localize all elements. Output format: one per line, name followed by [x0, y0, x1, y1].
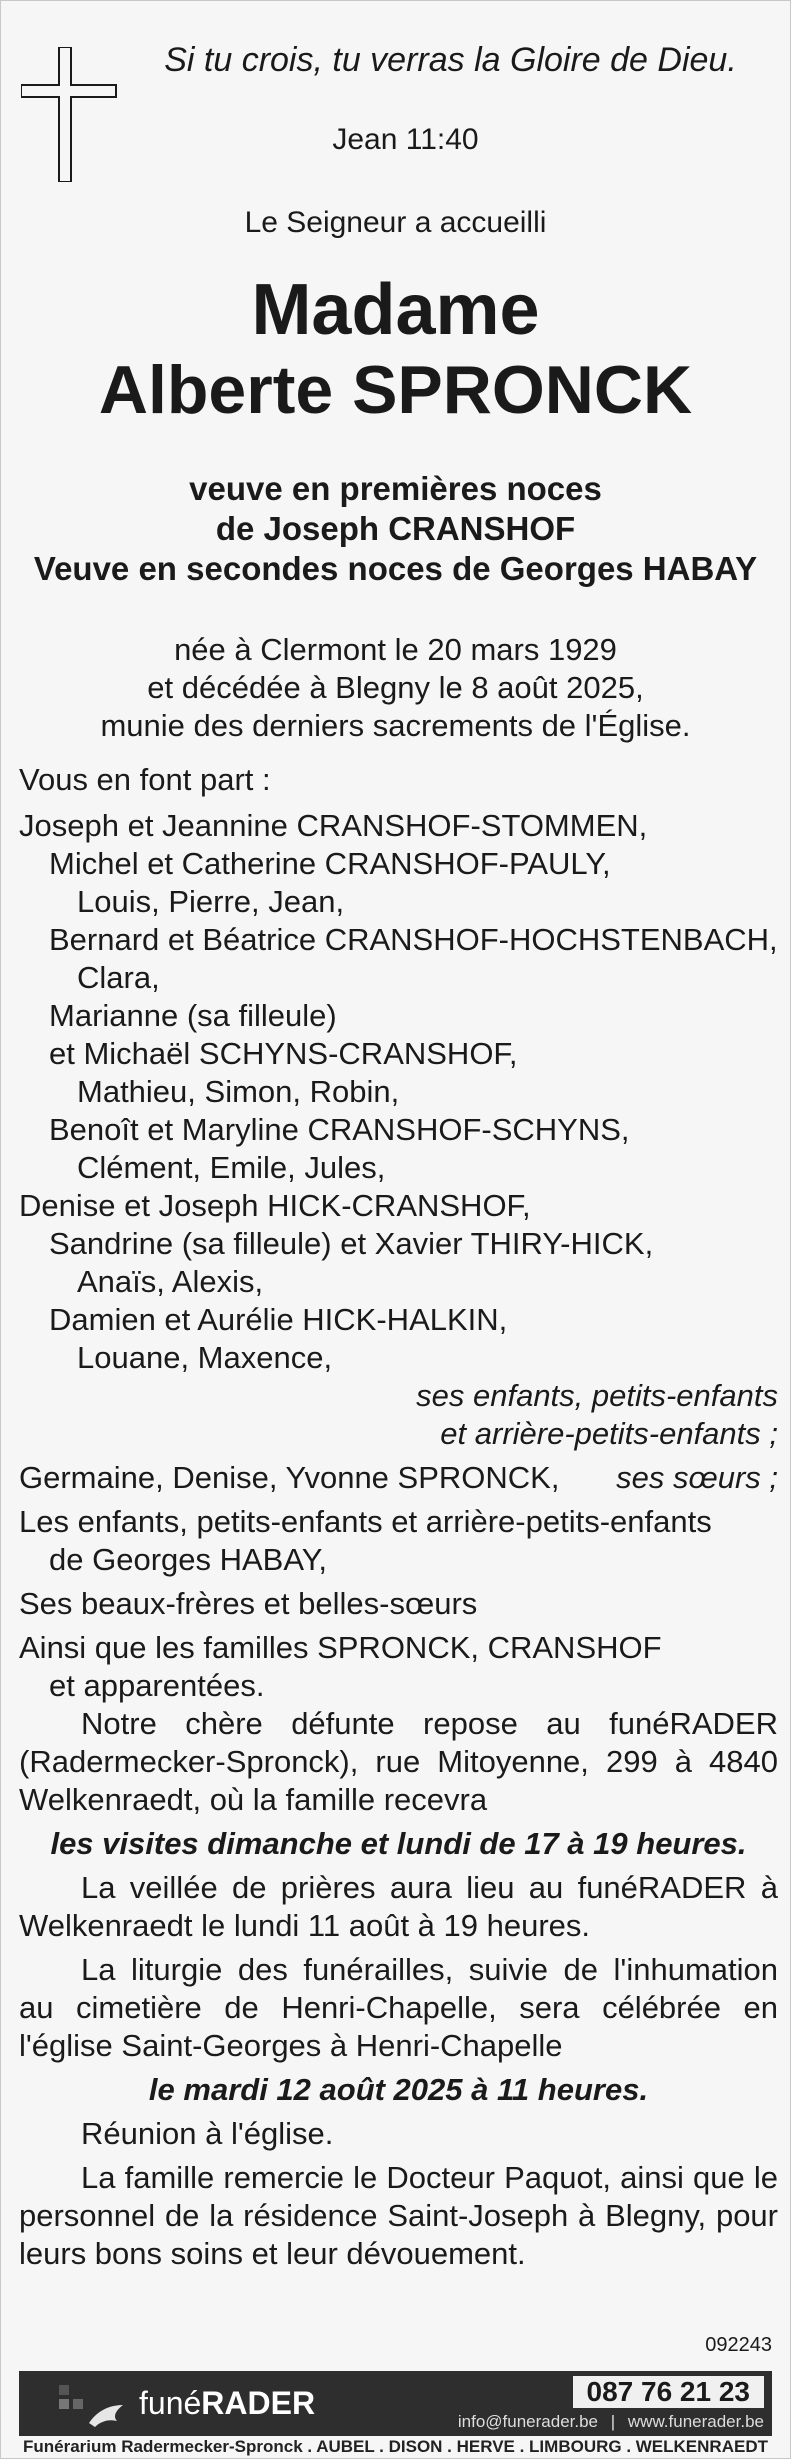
email-link[interactable]: info@funerader.be	[457, 2411, 599, 2431]
thanks-paragraph: La famille remercie le Docteur Paquot, ainsi que le personnel de la résidence Saint-Joseph à Blegny, pour leurs bons soins et leur dévouement.	[19, 2160, 778, 2271]
liturgy-date: le mardi 12 août 2025 à 11 heures.	[148, 2072, 649, 2107]
widow-first-name: de Joseph CRANSHOF	[215, 510, 576, 547]
family-line: Joseph et Jeannine CRANSHOF-STOMMEN,	[19, 808, 648, 843]
sisters-label: ses sœurs ;	[616, 1460, 778, 1495]
family-line: Denise et Joseph HICK-CRANSHOF,	[19, 1188, 531, 1223]
contact-block	[458, 2376, 772, 2432]
family-line: Marianne (sa filleule)	[49, 998, 337, 1033]
sisters-names: Germaine, Denise, Yvonne SPRONCK,	[19, 1460, 560, 1495]
dove-logo-icon	[19, 2371, 129, 2436]
brand-name	[139, 2385, 315, 2422]
deceased-title: Madame	[251, 270, 540, 350]
families-line-1: Ainsi que les familles SPRONCK, CRANSHOF	[19, 1630, 662, 1665]
family-line: Clara,	[77, 960, 160, 995]
sacraments-line: munie des derniers sacrements de l'Église.	[100, 708, 691, 743]
family-line: Clément, Emile, Jules,	[77, 1150, 386, 1185]
locations-line: Funérarium Radermecker-Spronck . AUBEL . DISON . HERVE . LIMBOURG . WELKENRAEDT	[23, 2437, 768, 2456]
liturgy-paragraph: La liturgie des funérailles, suivie de l'inhumation au cimetière de Henri-Chapelle, sera célébrée en l'église Saint-Georges à Henri-Chapelle	[19, 1952, 778, 2063]
deceased-name: Alberte SPRONCK	[98, 352, 693, 428]
dates-block	[1, 631, 790, 745]
birth-line: née à Clermont le 20 mars 1929	[174, 632, 617, 667]
repose-paragraph: Notre chère défunte repose au funéRADER (Radermecker-Spronck), rue Mitoyenne, 299 à 4840 Welkenraedt, où la famille recevra	[19, 1706, 778, 1817]
announcement-body	[19, 761, 778, 2273]
announcement-intro: Vous en font part :	[19, 762, 271, 797]
bible-reference: Jean 11:40	[332, 123, 479, 156]
family-line: Bernard et Béatrice CRANSHOF-HOCHSTENBACH,	[49, 922, 778, 957]
children-label-2: et arrière-petits-enfants ;	[440, 1416, 778, 1451]
in-laws-line: Ses beaux-frères et belles-sœurs	[19, 1586, 478, 1621]
family-line: Benoît et Maryline CRANSHOF-SCHYNS,	[49, 1112, 630, 1147]
website-link[interactable]: www.funerader.be	[627, 2411, 764, 2431]
habay-line-2: de Georges HABAY,	[49, 1542, 328, 1577]
contact-separator: |	[610, 2411, 616, 2431]
vigil-paragraph: La veillée de prières aura lieu au funéRADER à Welkenraedt le lundi 11 août à 19 heures.	[19, 1870, 778, 1943]
phone-number[interactable]: 087 76 21 23	[573, 2376, 765, 2408]
children-label-1: ses enfants, petits-enfants	[416, 1378, 778, 1413]
reference-code: 092243	[705, 2334, 772, 2356]
family-line: Mathieu, Simon, Robin,	[77, 1074, 400, 1109]
family-line: et Michaël SCHYNS-CRANSHOF,	[49, 1036, 518, 1071]
widow-first: veuve en premières noces	[189, 470, 602, 507]
widow-block	[1, 469, 790, 589]
family-line: Anaïs, Alexis,	[77, 1264, 264, 1299]
visits-line: les visites dimanche et lundi de 17 à 19 heures.	[50, 1826, 747, 1861]
family-line: Sandrine (sa filleule) et Xavier THIRY-HICK,	[49, 1226, 654, 1261]
death-line: et décédée à Blegny le 8 août 2025,	[147, 670, 644, 705]
contact-line	[458, 2412, 764, 2432]
family-line: Michel et Catherine CRANSHOF-PAULY,	[49, 846, 611, 881]
bible-quote: Si tu crois, tu verras la Gloire de Dieu.	[164, 41, 737, 79]
intro-line: Le Seigneur a accueilli	[244, 206, 547, 239]
funeral-home-banner	[19, 2371, 772, 2436]
sisters-row	[19, 1459, 778, 1497]
family-line: Louane, Maxence,	[77, 1340, 333, 1375]
widow-second: Veuve en secondes noces de Georges HABAY	[33, 550, 758, 587]
families-line-2: et apparentées.	[49, 1668, 265, 1703]
family-list	[19, 807, 778, 1377]
meeting-line: Réunion à l'église.	[81, 2116, 334, 2151]
family-line: Louis, Pierre, Jean,	[77, 884, 345, 919]
family-line: Damien et Aurélie HICK-HALKIN,	[49, 1302, 508, 1337]
brand-strong: RADER	[201, 2385, 316, 2421]
brand-light: funé	[139, 2385, 202, 2421]
habay-line-1: Les enfants, petits-enfants et arrière-petits-enfants	[19, 1504, 712, 1539]
